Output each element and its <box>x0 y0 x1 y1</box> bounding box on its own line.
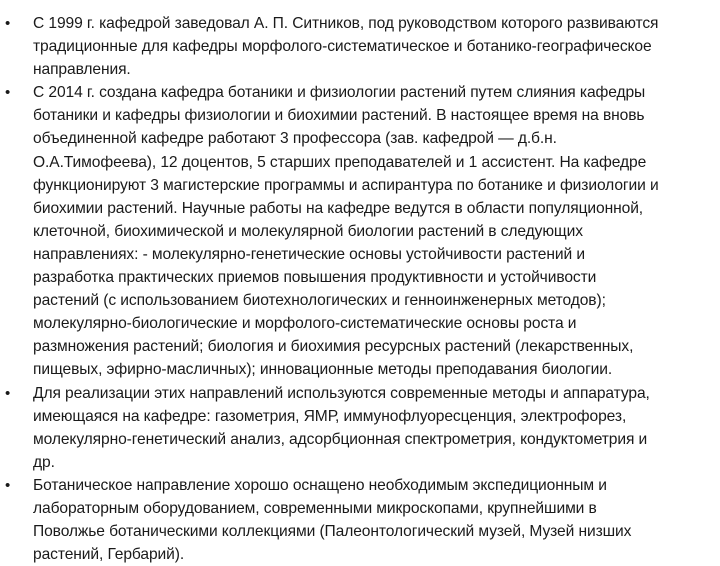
bullet-item-history <box>0 12 720 81</box>
bullet-text: С 1999 г. кафедрой заведовал А. П. Ситников, под руководством которого развиваются традиционные для кафедры морфолого-систематическое и ботанико-географическое направления. <box>33 15 659 79</box>
bullet-text: Для реализации этих направлений используются современные методы и аппаратура, имеющаяся на кафедре: газометрия, ЯМР, иммунофлуоресценция, электрофорез, молекулярно-генетический анализ, адсорбционная спектрометрия, кондуктометрия и др. <box>33 384 650 471</box>
bullet-icon: • <box>5 15 11 32</box>
bullet-icon: • <box>5 384 11 402</box>
bullet-icon: • <box>5 476 11 494</box>
bullet-item-department <box>0 81 720 381</box>
bullet-text: Ботаническое направление хорошо оснащено необходимым экспедиционным и лабораторным оборудованием, современными микроскопами, крупнейшими в Поволжье ботаническими коллекциями (Палеонтологический музей, Музей низших растений, Гербарий). <box>33 476 632 564</box>
bullet-item-botany <box>0 474 720 566</box>
bullet-icon: • <box>5 84 11 102</box>
bullet-list <box>0 12 720 566</box>
bullet-item-methods <box>0 382 720 474</box>
bullet-text: С 2014 г. создана кафедра ботаники и физиологии растений путем слияния кафедры ботаники и кафедры физиологии и биохимии растений. В настоящее время на вновь объединенной кафедре работают 3 профессора (зав. кафедрой — д.б.н. О.А.Тимофеева), 12 доцентов, 5 старших преподавателей и 1 ассистент. На кафедре функционируют 3 магистерские программы и аспирантура по ботанике и физиологии и биохимии растений. Научные работы на кафедре ведутся в области популяционной, клеточной, биохимической и молекулярной биологии растений в следующих направлениях: - молекулярно-генетические основы устойчивости растений и разработка практических приемов повышения продуктивности и устойчивости растений (с использованием биотехнологических и генноинженерных методов); молекулярно-биологические и морфолого-систематические основы роста и размножения растений; биология и биохимия ресурсных растений (лекарственных, пищевых, эфирно-масличных); инновационные методы преподавания биологии. <box>33 84 659 379</box>
